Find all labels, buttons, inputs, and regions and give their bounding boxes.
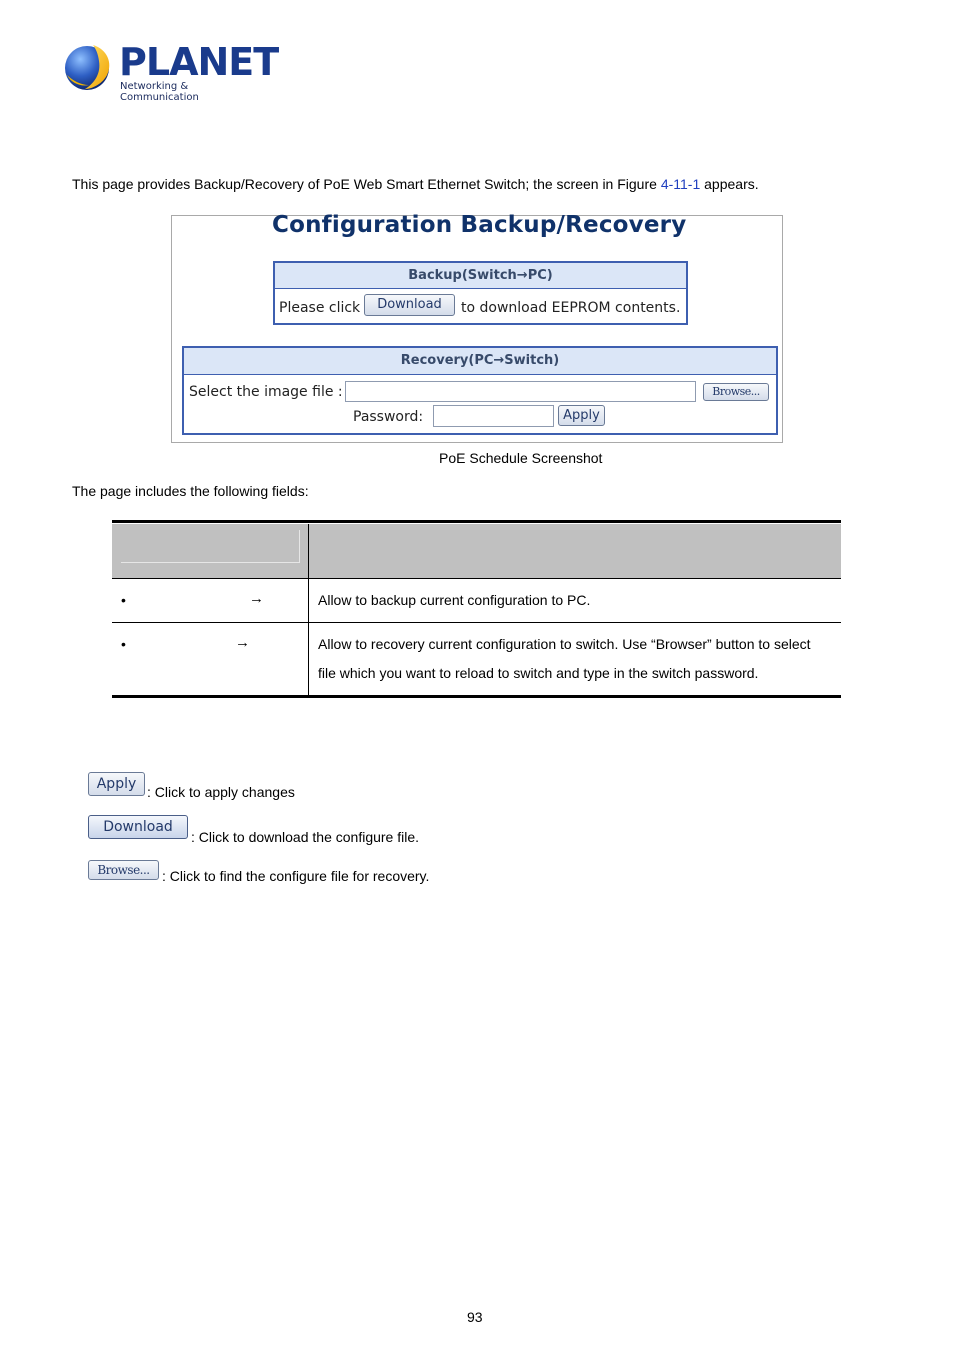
row-arrow-icon: →: [235, 634, 250, 651]
intro-text-after: appears.: [700, 176, 759, 192]
legend-download-text: : Click to download the configure file.: [191, 829, 420, 845]
row-description: Allow to backup current configuration to PC.: [318, 592, 591, 608]
table-bottom-border: [112, 695, 841, 698]
row-description-line-1: Allow to recovery current configuration to switch. Use “Browser” button to select: [318, 636, 811, 652]
planet-logo: [63, 40, 279, 103]
backup-text-after: to download EEPROM contents.: [461, 300, 681, 316]
brand-tagline: Networking & Communication: [120, 81, 199, 103]
legend-browse-button[interactable]: Browse...: [88, 860, 159, 880]
legend-browse-text: : Click to find the configure file for recovery.: [162, 868, 430, 884]
table-row: [112, 623, 841, 695]
password-input[interactable]: [433, 405, 554, 427]
table-top-border: [112, 520, 841, 523]
apply-button[interactable]: Apply: [558, 405, 605, 426]
password-label: Password:: [353, 409, 424, 425]
figure-caption: PoE Schedule Screenshot: [439, 450, 603, 466]
fields-intro: The page includes the following fields:: [72, 483, 309, 499]
file-path-input[interactable]: [345, 381, 696, 402]
row-divider: [308, 623, 309, 695]
download-button[interactable]: Download: [364, 294, 455, 316]
figure-link[interactable]: 4-11-1: [660, 176, 701, 192]
backup-text-before: Please click: [279, 300, 361, 316]
screenshot-figure: [171, 212, 783, 443]
figure-title: Configuration Backup/Recovery: [272, 212, 687, 238]
row-bullet: •: [121, 636, 126, 652]
browse-button[interactable]: Browse...: [703, 383, 769, 401]
backup-panel-header: Backup(Switch→PC): [275, 263, 686, 289]
row-divider: [308, 579, 309, 622]
fields-table: [112, 520, 841, 699]
backup-panel: [273, 261, 688, 325]
table-header-object-cell: [121, 530, 300, 563]
row-arrow-icon: →: [249, 590, 264, 607]
file-label: Select the image file :: [189, 384, 343, 400]
table-header-divider: [308, 524, 309, 578]
planet-globe-icon: [63, 41, 113, 93]
legend-download-button[interactable]: Download: [88, 815, 188, 839]
table-row: [112, 579, 841, 622]
row-description-line-2: file which you want to reload to switch and type in the switch password.: [318, 665, 759, 681]
page-number: 93: [467, 1309, 483, 1325]
intro-text-before: This page provides Backup/Recovery of PoE Web Smart Ethernet Switch; the screen in Figure: [72, 176, 661, 192]
recovery-panel-header: Recovery(PC→Switch): [184, 348, 776, 375]
brand-name: PLANET: [119, 40, 279, 84]
legend-apply-button[interactable]: Apply: [88, 772, 145, 796]
row-bullet: •: [121, 592, 126, 608]
intro-paragraph: [72, 175, 759, 193]
legend-apply-text: : Click to apply changes: [147, 784, 295, 800]
recovery-panel: [182, 346, 778, 435]
